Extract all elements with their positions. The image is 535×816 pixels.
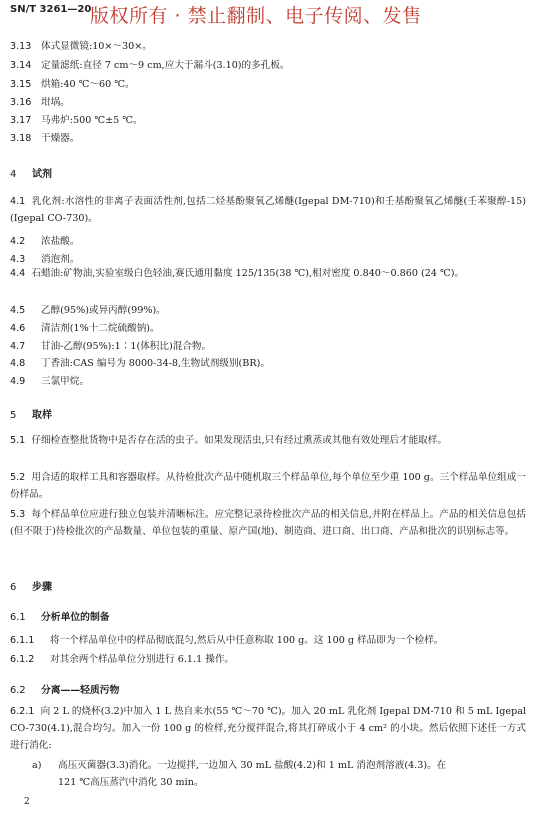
sampling-item: 5.1 仔细检查整批货物中是否存在活的虫子。如果发现活虫,只有经过熏蒸或其他有效处理后才能取样。 (10, 435, 447, 446)
reagent-item: 4.8 丁香油:CAS 编号为 8000-34-8,生物试剂级别(BR)。 (10, 358, 270, 369)
reagent-item: 4.5 乙醇(95%)或异丙醇(99%)。 (10, 305, 166, 316)
step-item: 6.2.1 向 2 L 的烧杯(3.2)中加入 1 L 热自来水(55 ℃～70 ℃)。加入 20 mL 乳化剂 Igepal DM-710 和 5 mL Igepal CO-730(4.1),混合均匀。加入一份 100 g 的检样,充分搅拌混合,将其打碎成小于 4 cm² 的小块。然后依照下述任一方式进行消化: (10, 706, 526, 751)
step-item: 6.1.1 将一个样品单位中的样品彻底混匀,然后从中任意称取 100 g。这 100 g 样品即为一个检样。 (10, 635, 444, 646)
standard-code: SN/T 3261—20 (10, 4, 92, 15)
section-heading: 5 取样 (10, 410, 52, 421)
list-item: 3.17 马弗炉:500 ℃±5 ℃。 (10, 115, 143, 126)
subsection-heading: 6.1 分析单位的制备 (10, 612, 110, 623)
step-substep: a) 高压灭菌器(3.3)消化。一边搅拌,一边加入 30 mL 盐酸(4.2)和 1 mL 消泡剂溶液(4.3)。在 (32, 760, 447, 771)
reagent-item: 4.9 三氯甲烷。 (10, 376, 89, 387)
copyright-watermark: 版权所有 · 禁止翻制、电子传阅、发售 (90, 5, 422, 27)
reagent-item: 4.4 石蜡油:矿物油,实验室级白色轻油,赛氏通用黏度 125/135(38 ℃),相对密度 0.840～0.860 (24 ℃)。 (10, 268, 465, 279)
list-item: 3.15 烘箱:40 ℃～60 ℃。 (10, 79, 135, 90)
page-number: 2 (24, 797, 30, 807)
section-heading: 6 步骤 (10, 582, 52, 593)
list-item: 3.18 干燥器。 (10, 133, 80, 144)
reagent-item: 4.7 甘油-乙醇(95%):1∶1(体积比)混合物。 (10, 341, 212, 352)
subsection-heading: 6.2 分离——轻质污物 (10, 685, 120, 696)
list-item: 3.13 体式显微镜:10×～30×。 (10, 41, 152, 52)
reagent-item: 4.2 浓盐酸。 (10, 236, 80, 247)
reagent-item: 4.6 清洁剂(1%十二烷硫酸钠)。 (10, 323, 160, 334)
list-item: 3.16 坩埚。 (10, 97, 70, 108)
reagent-item: 4.1 乳化剂:水溶性的非离子表面活性剂,包括二烃基酚聚氧乙烯醚(Igepal DM-710)和壬基酚聚氧乙烯醚(壬苯聚醇-15) (Igepal CO-730)。 (10, 196, 526, 224)
sampling-item: 5.2 用合适的取样工具和容器取样。从待检批次产品中随机取三个样品单位,每个单位至少重 100 g。三个样品单位组成一份样品。 (10, 472, 526, 500)
reagent-item: 4.3 消泡剂。 (10, 254, 80, 265)
step-substep-continuation: 121 ℃高压蒸汽中消化 30 min。 (58, 777, 204, 788)
step-item: 6.1.2 对其余两个样品单位分别进行 6.1.1 操作。 (10, 654, 235, 665)
sampling-item: 5.3 每个样品单位应进行独立包装并清晰标注。应完整记录待检批次产品的相关信息,并附在样品上。产品的相关信息包括(但不限于)待检批次的产品数量、单位包装的重量、原产国(地)、制造商、进口商、出口商、产品和批次的识别标志等。 (10, 509, 526, 537)
list-item: 3.14 定量滤纸:直径 7 cm～9 cm,应大于漏斗(3.10)的多孔板。 (10, 60, 290, 71)
section-heading: 4 试剂 (10, 169, 52, 180)
